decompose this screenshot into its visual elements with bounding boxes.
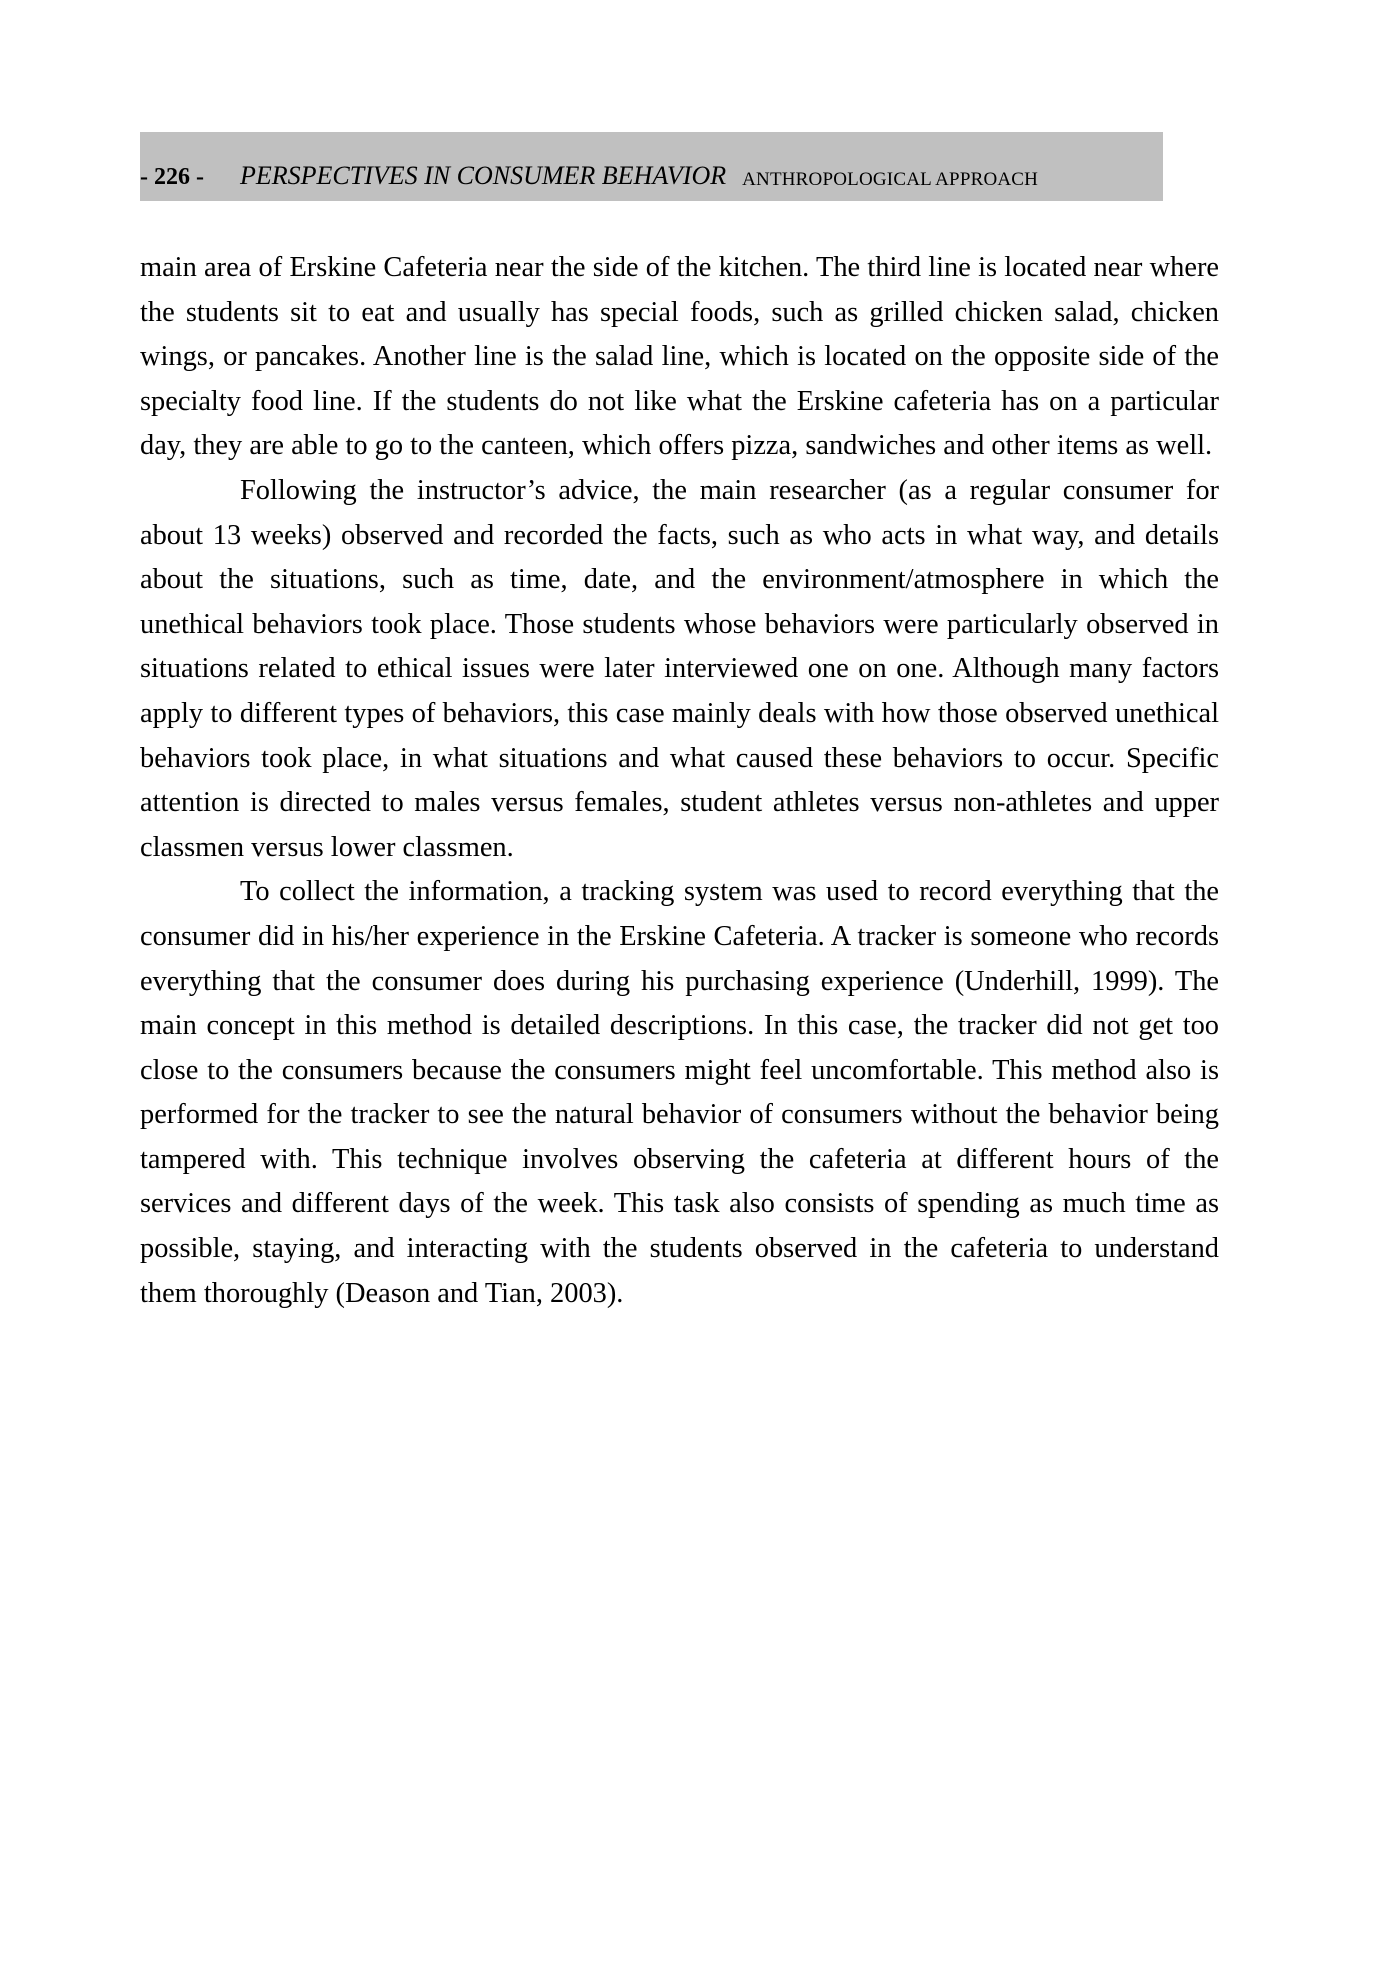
body-text: [140, 246, 1219, 1316]
book-title: PERSPECTIVES IN CONSUMER BEHAVIOR: [239, 161, 727, 190]
paragraph-research-method: Following the instructor’s advice, the main researcher (as a regular consumer for about 13 weeks) observed and recorded the facts, such as who acts in what way, and details about the situations, such as time, date, and the environment/atmosphere in which the unethical behaviors took place. Those students whose behaviors were particularly observed in situations related to ethical issues were later interviewed one on one. Although many factors apply to different types of behaviors, this case mainly deals with how those observed unethical behaviors took place, in what situations and what caused these behaviors to occur. Specific attention is directed to males versus females, student athletes versus non-athletes and upper classmen versus lower classmen.: [140, 474, 1219, 863]
paragraph-continued: main area of Erskine Cafeteria near the side of the kitchen. The third line is located near where the students sit to eat and usually has special foods, such as grilled chicken salad, chicken wings, or pancakes. Another line is the salad line, which is located on the opposite side of the specialty food line. If the students do not like what the Erskine cafeteria has on a particular day, they are able to go to the canteen, which offers pizza, sandwiches and other items as well.: [140, 252, 1219, 462]
paragraph-tracking-system: To collect the information, a tracking system was used to record everything that the consumer did in his/her experience in the Erskine Cafeteria. A tracker is someone who records everything that the consumer does during his purchasing experience (Underhill, 1999). The main concept in this method is detailed descriptions. In this case, the tracker did not get too close to the consumers because the consumers might feel uncomfortable. This method also is performed for the tracker to see the natural behavior of consumers without the behavior being tampered with. This technique involves observing the cafeteria at different hours of the services and different days of the week. This task also consists of spending as much time as possible, staying, and interacting with the students observed in the cafeteria to understand them thoroughly (Deason and Tian, 2003).: [140, 876, 1219, 1309]
page-number: - 226 -: [140, 164, 204, 190]
running-header: [140, 132, 1163, 201]
section-title: ANTHROPOLOGICAL APPROACH: [742, 169, 1039, 190]
